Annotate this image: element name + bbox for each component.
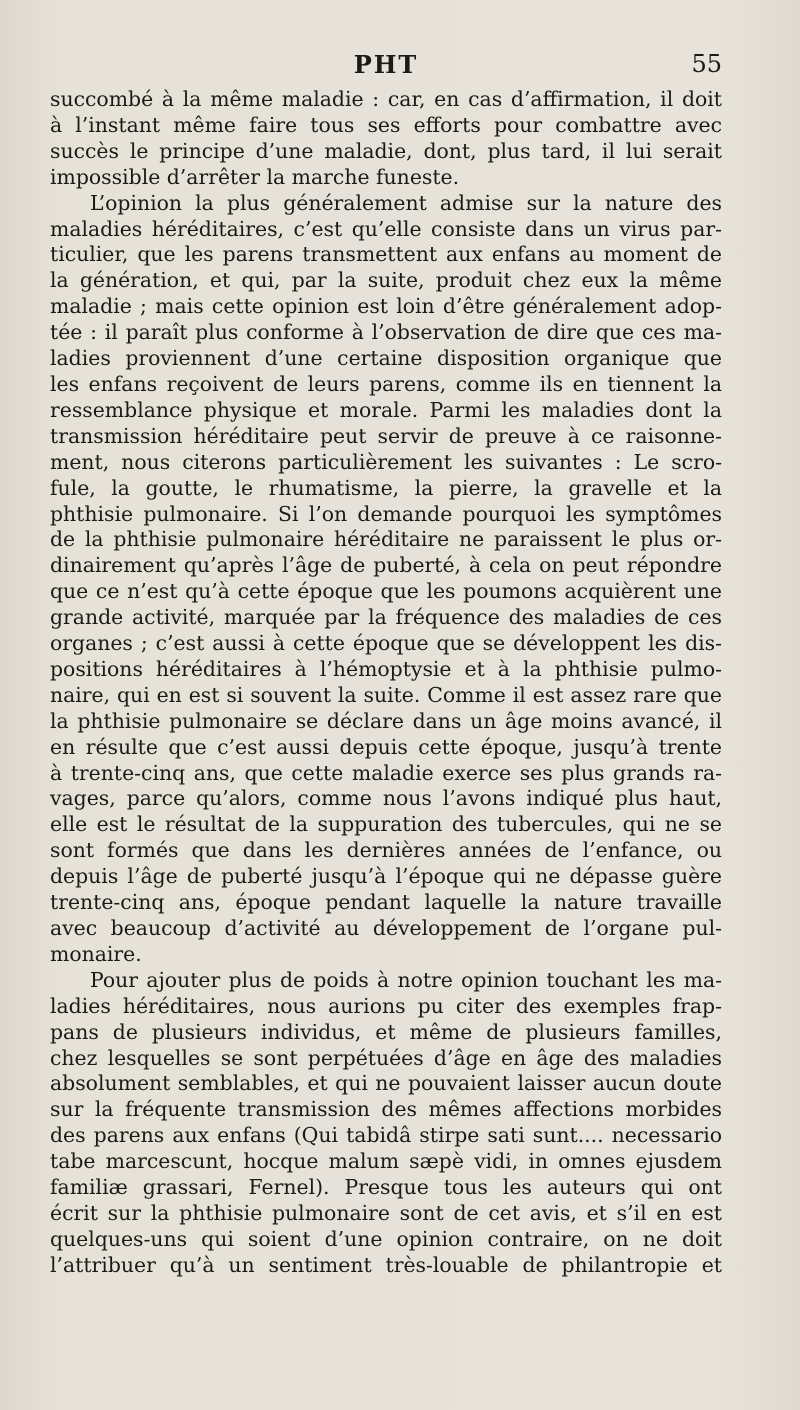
text-line: familiæ grassari, Fernel). Presque tous les auteurs qui ont	[50, 1175, 722, 1200]
text-line: sur la fréquente transmission des mêmes affections morbides	[50, 1097, 722, 1122]
body-text	[50, 87, 722, 1279]
text-line: ment, nous citerons particulièrement les suivantes : Le scro-	[50, 449, 722, 474]
paragraph-2	[50, 191, 722, 968]
paragraph-1	[50, 87, 722, 191]
text-line: à trente-cinq ans, que cette maladie exerce ses plus grands ra-	[50, 760, 722, 785]
text-line: pans de plusieurs individus, et même de plusieurs familles,	[50, 1019, 722, 1044]
text-line: transmission héréditaire peut servir de preuve à ce raisonne-	[50, 423, 722, 448]
text-line: de la phthisie pulmonaire héréditaire ne paraissent le plus or-	[50, 527, 722, 552]
text-line: écrit sur la phthisie pulmonaire sont de cet avis, et s’il en est	[50, 1200, 722, 1225]
text-line: en résulte que c’est aussi depuis cette époque, jusqu’à trente	[50, 734, 722, 759]
text-line: trente-cinq ans, époque pendant laquelle la nature travaille	[50, 890, 722, 915]
text-line: naire, qui en est si souvent la suite. Comme il est assez rare que	[50, 682, 722, 707]
text-line: chez lesquelles se sont perpétuées d’âge en âge des maladies	[50, 1045, 722, 1070]
text-line: les enfans reçoivent de leurs parens, comme ils en tiennent la	[50, 371, 722, 396]
text-line: des parens aux enfans (Qui tabidâ stirpe sati sunt.... necessario	[50, 1123, 722, 1148]
text-line: dinairement qu’après l’âge de puberté, à cela on peut répondre	[50, 553, 722, 578]
text-line: que ce n’est qu’à cette époque que les poumons acquièrent une	[50, 579, 722, 604]
text-line: à l’instant même faire tous ses efforts pour combattre avec	[50, 112, 722, 137]
text-line: elle est le résultat de la suppuration des tubercules, qui ne se	[50, 812, 722, 837]
text-line: maladie ; mais cette opinion est loin d’être généralement adop-	[50, 294, 722, 319]
text-line: la phthisie pulmonaire se déclare dans un âge moins avancé, il	[50, 708, 722, 733]
text-line: absolument semblables, et qui ne pouvaient laisser aucun doute	[50, 1071, 722, 1096]
running-head: PHT	[353, 50, 419, 79]
text-line: quelques-uns qui soient d’une opinion contraire, on ne doit	[50, 1226, 722, 1251]
text-line: depuis l’âge de puberté jusqu’à l’époque qui ne dépasse guère	[50, 864, 722, 889]
text-line: avec beaucoup d’activité au développement de l’organe pul-	[50, 916, 722, 940]
text-line: tée : il paraît plus conforme à l’observation de dire que ces ma-	[50, 320, 722, 345]
text-line: ressemblance physique et morale. Parmi les maladies dont la	[50, 397, 722, 422]
page-header	[50, 50, 722, 80]
text-line: Pour ajouter plus de poids à notre opinion touchant les ma-	[90, 967, 722, 992]
text-line: ladies héréditaires, nous aurions pu citer des exemples frap-	[50, 993, 722, 1018]
text-line: L’opinion la plus généralement admise sur la nature des	[90, 190, 722, 215]
text-line: phthisie pulmonaire. Si l’on demande pourquoi les symptômes	[50, 501, 722, 526]
text-line: tabe marcescunt, hocque malum sæpè vidi, in omnes ejusdem	[50, 1149, 722, 1174]
text-line: vages, parce qu’alors, comme nous l’avons indiqué plus haut,	[50, 786, 722, 811]
text-line: sont formés que dans les dernières années de l’enfance, ou	[50, 838, 722, 863]
text-line: maladies héréditaires, c’est qu’elle consiste dans un virus par-	[50, 216, 722, 241]
text-line: la génération, et qui, par la suite, produit chez eux la même	[50, 268, 722, 293]
text-line: fule, la goutte, le rhumatisme, la pierre, la gravelle et la	[50, 475, 722, 500]
page-number: 55	[691, 50, 722, 78]
text-line: ticulier, que les parens transmettent aux enfans au moment de	[50, 242, 722, 267]
text-line: succès le principe d’une maladie, dont, plus tard, il lui serait	[50, 138, 722, 163]
text-line: l’attribuer qu’à un sentiment très-louable de philantropie et	[50, 1252, 722, 1277]
text-line: impossible d’arrêter la marche funeste.	[50, 164, 460, 189]
text-line: ladies proviennent d’une certaine disposition organique que	[50, 346, 722, 371]
text-line: succombé à la même maladie : car, en cas d’affirmation, il doit	[50, 87, 722, 111]
text-line: monaire.	[50, 941, 142, 966]
text-line: positions héréditaires à l’hémoptysie et à la phthisie pulmo-	[50, 656, 722, 681]
text-line: organes ; c’est aussi à cette époque que se développent les dis-	[50, 631, 722, 656]
text-line: grande activité, marquée par la fréquence des maladies de ces	[50, 605, 722, 630]
paragraph-3	[50, 968, 722, 1279]
